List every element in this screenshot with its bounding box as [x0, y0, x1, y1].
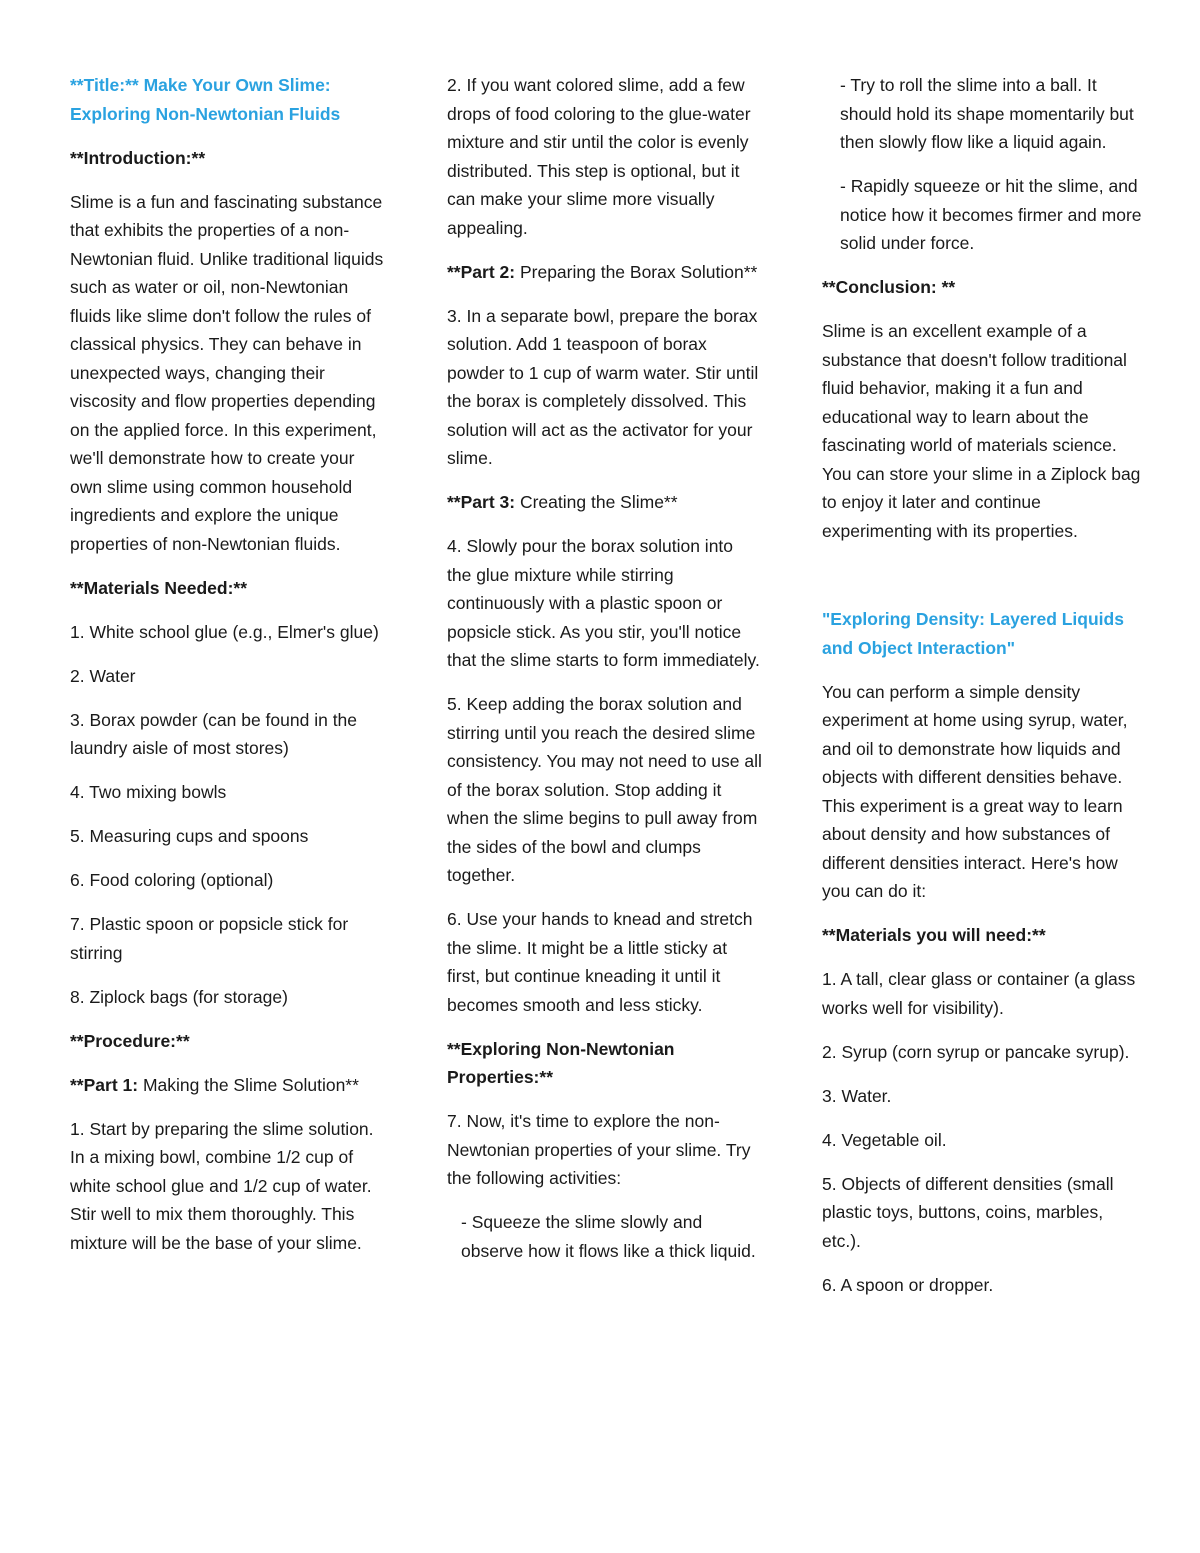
- exploring-heading: **Exploring Non-Newtonian Properties:**: [447, 1038, 675, 1087]
- materials-heading: **Materials Needed:**: [70, 577, 248, 598]
- introduction-heading: **Introduction:**: [70, 147, 206, 168]
- density-materials-item: [822, 1126, 1142, 1155]
- step-number: 6.: [447, 909, 462, 929]
- part1-title: Making the Slime Solution**: [142, 1074, 359, 1095]
- procedure-step: [447, 302, 762, 473]
- step-number: 5.: [447, 694, 462, 714]
- step-number: 7.: [447, 1111, 462, 1131]
- step-text: Use your hands to knead and stretch the slime. It might be a little sticky at first, but continue kneading it until it becomes smooth and less sticky.: [447, 909, 753, 1015]
- step-text: If you want colored slime, add a few drops of food coloring to the glue-water mixture and stir until the color is evenly distributed. This step is optional, but it can make your slime more visually appealing.: [447, 75, 751, 238]
- item-text: Ziplock bags (for storage): [89, 986, 288, 1007]
- procedure-step: [447, 532, 762, 675]
- item-text: Water: [89, 665, 136, 686]
- item-number: 1.: [70, 621, 85, 642]
- item-text: Food coloring (optional): [89, 870, 274, 890]
- item-text: A spoon or dropper.: [840, 1274, 994, 1295]
- item-text: Plastic spoon or popsicle stick for stirring: [70, 914, 349, 963]
- item-number: 8.: [70, 986, 85, 1007]
- item-number: 4.: [70, 782, 85, 802]
- materials-item: [70, 662, 388, 691]
- materials-item: [70, 910, 388, 967]
- step-text: Start by preparing the slime solution. In a mixing bowl, combine 1/2 cup of white school glue and 1/2 cup of water. Stir well to mix them thoroughly. This mixture will be the base of your slime.: [70, 1118, 374, 1253]
- item-text: Vegetable oil.: [841, 1129, 947, 1150]
- part3-prefix: **Part 3:: [447, 492, 516, 512]
- item-number: 3.: [70, 709, 85, 730]
- conclusion-text: Slime is an excellent example of a substance that doesn't follow traditional fluid behavior, making it a fun and educational way to learn about the fascinating world of materials science. You can store your slime in a Ziplock bag to enjoy it later and continue experimenting with its properties.: [822, 321, 1141, 541]
- item-text: Borax powder (can be found in the laundry aisle of most stores): [70, 709, 358, 758]
- item-number: 2.: [70, 665, 85, 686]
- density-materials-item: [822, 1170, 1142, 1256]
- materials-item: [70, 866, 388, 895]
- step-text: In a separate bowl, prepare the borax solution. Add 1 teaspoon of borax powder to 1 cup of warm water. Stir until the borax is completely dissolved. This solution will act as the activator for your slime.: [447, 305, 759, 468]
- item-text: Syrup (corn syrup or pancake syrup).: [841, 1041, 1130, 1062]
- activity-item: - Squeeze the slime slowly and observe how it flows like a thick liquid.: [461, 1212, 756, 1261]
- materials-item: [70, 778, 388, 807]
- materials-item: [70, 618, 388, 647]
- item-number: 6.: [70, 870, 85, 890]
- introduction-text: Slime is a fun and fascinating substance that exhibits the properties of a non-Newtonian fluid. Unlike traditional liquids such as water or oil, non-Newtonian fluids like slime don't follow the rules of classical physics. They can behave in unexpected ways, changing their viscosity and flow properties depending on the applied force. In this experiment, we'll demonstrate how to create your own slime using common household ingredients and explore the unique properties of non-Newtonian fluids.: [70, 191, 384, 554]
- item-number: 6.: [822, 1274, 837, 1295]
- step-number: 2.: [447, 75, 462, 95]
- item-number: 7.: [70, 914, 85, 934]
- item-number: 2.: [822, 1041, 837, 1062]
- materials-item: [70, 822, 388, 851]
- column-3: [822, 71, 1142, 1315]
- item-number: 5.: [822, 1173, 837, 1194]
- item-number: 3.: [822, 1085, 837, 1106]
- materials-item: [70, 983, 388, 1012]
- item-text: Water.: [841, 1085, 892, 1106]
- item-text: Two mixing bowls: [89, 782, 227, 802]
- density-materials-item: [822, 965, 1142, 1022]
- part3-title: Creating the Slime**: [519, 492, 678, 512]
- part2-heading: [447, 258, 762, 287]
- document-title: **Title:** Make Your Own Slime: Exploring Non-Newtonian Fluids: [70, 75, 341, 124]
- item-text: A tall, clear glass or container (a glass works well for visibility).: [822, 969, 1136, 1018]
- column-1: [70, 71, 388, 1273]
- item-number: 4.: [822, 1129, 837, 1150]
- materials-item: [70, 706, 388, 763]
- step-number: 3.: [447, 305, 462, 326]
- procedure-step: [70, 1115, 388, 1258]
- item-number: 5.: [70, 826, 85, 846]
- activity-item: - Rapidly squeeze or hit the slime, and notice how it becomes firmer and more solid under force.: [840, 176, 1142, 253]
- column-2: [447, 71, 762, 1281]
- part1-prefix: **Part 1:: [70, 1074, 139, 1095]
- part3-heading: [447, 488, 762, 517]
- procedure-step: [447, 71, 762, 242]
- density-materials-item: [822, 1271, 1142, 1300]
- part2-title: Preparing the Borax Solution**: [519, 261, 758, 282]
- step-text: Keep adding the borax solution and stirring until you reach the desired slime consistency. You may not need to use all of the borax solution. Stop adding it when the slime begins to pull away from the sides of the bowl and clumps together.: [447, 694, 762, 885]
- item-text: Measuring cups and spoons: [89, 826, 309, 846]
- procedure-step: [447, 905, 762, 1019]
- item-number: 1.: [822, 969, 837, 989]
- procedure-heading: **Procedure:**: [70, 1030, 190, 1051]
- procedure-step: [447, 690, 762, 890]
- step-text: Now, it's time to explore the non-Newtonian properties of your slime. Try the following activities:: [447, 1111, 751, 1188]
- step-number: 1.: [70, 1118, 85, 1139]
- part2-prefix: **Part 2:: [447, 261, 516, 282]
- part1-heading: [70, 1071, 388, 1100]
- step-number: 4.: [447, 536, 462, 556]
- activity-item: - Try to roll the slime into a ball. It should hold its shape momentarily but then slowly flow like a liquid again.: [840, 75, 1134, 152]
- density-materials-heading: **Materials you will need:**: [822, 925, 1046, 945]
- item-text: Objects of different densities (small plastic toys, buttons, coins, marbles, etc.).: [822, 1173, 1114, 1251]
- conclusion-heading: **Conclusion: **: [822, 277, 956, 297]
- density-materials-item: [822, 1082, 1142, 1111]
- density-intro-text: You can perform a simple density experiment at home using syrup, water, and oil to demonstrate how liquids and objects with different densities behave. This experiment is a great way to learn about density and how substances of different densities interact. Here's how you can do it:: [822, 681, 1128, 901]
- item-text: White school glue (e.g., Elmer's glue): [89, 621, 379, 642]
- step-text: Slowly pour the borax solution into the glue mixture while stirring continuously with a plastic spoon or popsicle stick. As you stir, you'll notice that the slime starts to form immediately.: [447, 536, 760, 670]
- density-materials-item: [822, 1038, 1142, 1067]
- density-title: "Exploring Density: Layered Liquids and Object Interaction": [822, 609, 1124, 658]
- procedure-step: [447, 1107, 762, 1193]
